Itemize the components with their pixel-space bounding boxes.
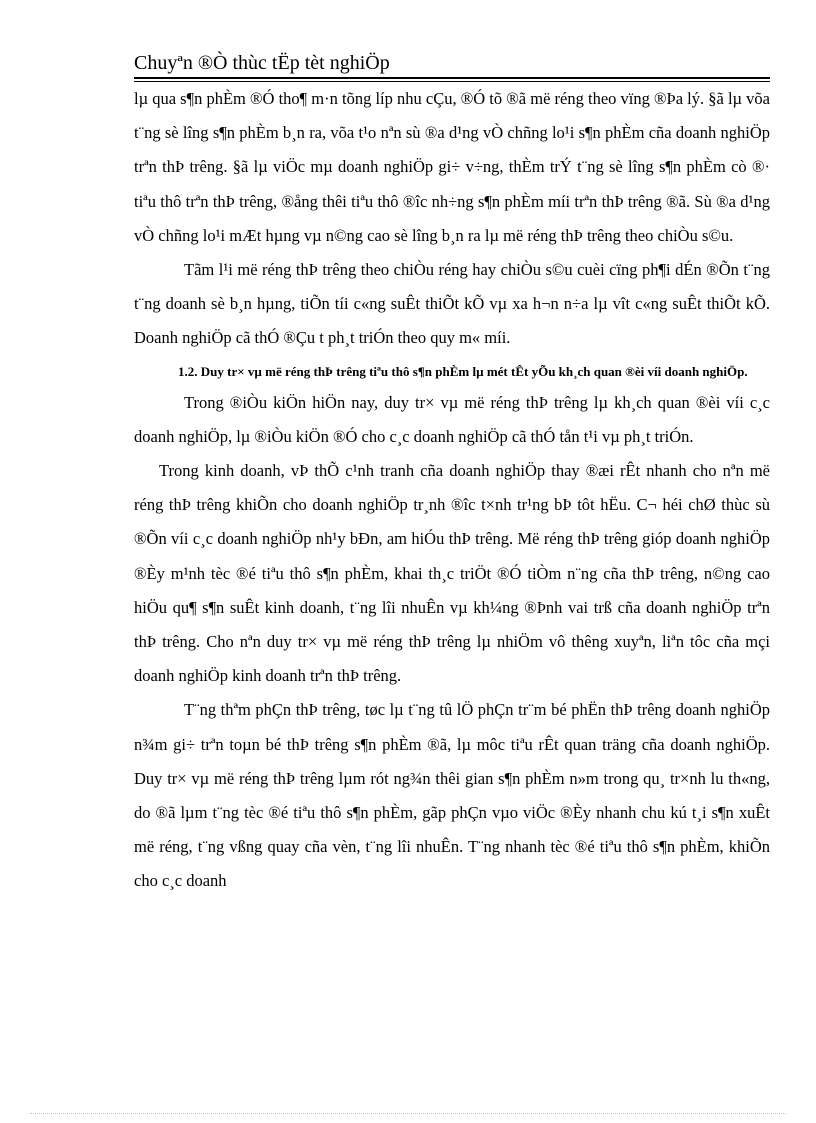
header-rule-thick (134, 77, 770, 79)
paragraph-2: Tãm l¹i më réng thÞ trêng theo chiÒu réng hay chiÒu s©u cuèi cïng ph¶i dÉn ®Õn t¨ng t¨ng doanh sè b¸n hµng, tiÕn tíi c«ng suÊt thiÕt kÕ vµ xa h¬n n÷a lµ vît c«ng suÊt thiÕt kÕ. Doanh nghiÖp cã thÓ ®Çu t ph¸t triÓn theo quy m« míi. (134, 260, 770, 348)
paragraph-3: Trong ®iÒu kiÖn hiÖn nay, duy tr× vµ më réng thÞ trêng lµ kh¸ch quan ®èi víi c¸c doanh nghiÖp, lµ ®iÒu kiÖn ®Ó cho c¸c doanh nghiÖp cã thÓ tån t¹i vµ ph¸t triÓn. (134, 392, 770, 446)
header-title: Chuyªn ®Ò thùc tËp tèt nghiÖp (134, 52, 390, 74)
page-bottom-divider (30, 1113, 786, 1114)
section-heading: 1.2. Duy tr× vµ më réng thÞ trêng tiªu thô s¶n phÈm lµ mét tÊt yÕu kh¸ch quan ®èi víi doanh nghiÖp. (178, 363, 748, 379)
paragraph-5: T¨ng thªm phÇn thÞ trêng, tøc lµ t¨ng tû lÖ phÇn tr¨m bé phËn thÞ trêng doanh nghiÖp n¾m gi÷ trªn toµn bé thÞ trêng s¶n phÈm ®ã, lµ môc tiªu rÊt quan träng cña doanh nghiÖp. Duy tr× vµ më réng thÞ trêng lµm rót ng¾n thêi gian s¶n phÈm n»m trong qu¸ tr×nh lu th«ng, do ®ã lµm t¨ng tèc ®é tiªu thô s¶n phÈm, gãp phÇn vµo viÖc ®Èy nhanh chu kú t¸i s¶n xuÊt më réng, t¨ng vßng quay cña vèn, t¨ng lîi nhuÊn. T¨ng nhanh tèc ®é tiªu thô s¶n phÈm, khiÕn cho c¸c doanh (134, 700, 770, 891)
paragraph-4: Trong kinh doanh, vÞ thÕ c¹nh tranh cña doanh nghiÖp thay ®æi rÊt nhanh cho nªn më réng thÞ trêng khiÕn cho doanh nghiÖp tr¸nh ®îc t×nh tr¹ng bÞ tôt hËu. C¬ héi chØ thùc sù ®Õn víi c¸c doanh nghiÖp nh¹y bÐn, am hiÓu thÞ trêng. Më réng thÞ trêng gióp doanh nghiÖp ®Èy m¹nh tèc ®é tiªu thô s¶n phÈm, khai th¸c triÖt ®Ó tiÒm n¨ng cña thÞ trêng, n©ng cao hiÖu qu¶ s¶n suÊt kinh doanh, t¨ng lîi nhuÊn vµ kh¼ng ®Þnh vai trß cña doanh nghiÖp trªn thÞ trêng. Cho nªn duy tr× vµ më réng thÞ trêng lµ nhiÖm vô thêng xuyªn, liªn tôc cña mçi doanh nghiÖp kinh doanh trªn thÞ trêng. (134, 461, 770, 686)
paragraph-1: lµ qua s¶n phÈm ®Ó tho¶ m·n tõng líp nhu cÇu, ®Ó tõ ®ã më réng theo vïng ®Þa lý. §ã lµ võa t¨ng sè lîng s¶n phÈm b¸n ra, võa t¹o nªn sù ®a d¹ng vÒ chñng lo¹i s¶n phÈm cña doanh nghiÖp trªn thÞ trêng. §ã lµ viÖc mµ doanh nghiÖp gi÷ v÷ng, thÈm trÝ t¨ng sè lîng s¶n phÈm cò ®· tiªu thô trªn thÞ trêng, ®ång thêi tiªu thô ®îc nh÷ng s¶n phÈm míi trªn thÞ trêng ®ã. Sù ®a d¹ng vÒ chñng lo¹i mÆt hµng vµ n©ng cao sè lîng b¸n ra lµ më réng thÞ trêng theo chiÒu s©u. (134, 89, 770, 245)
page-header (134, 50, 770, 76)
document-body (134, 82, 770, 899)
